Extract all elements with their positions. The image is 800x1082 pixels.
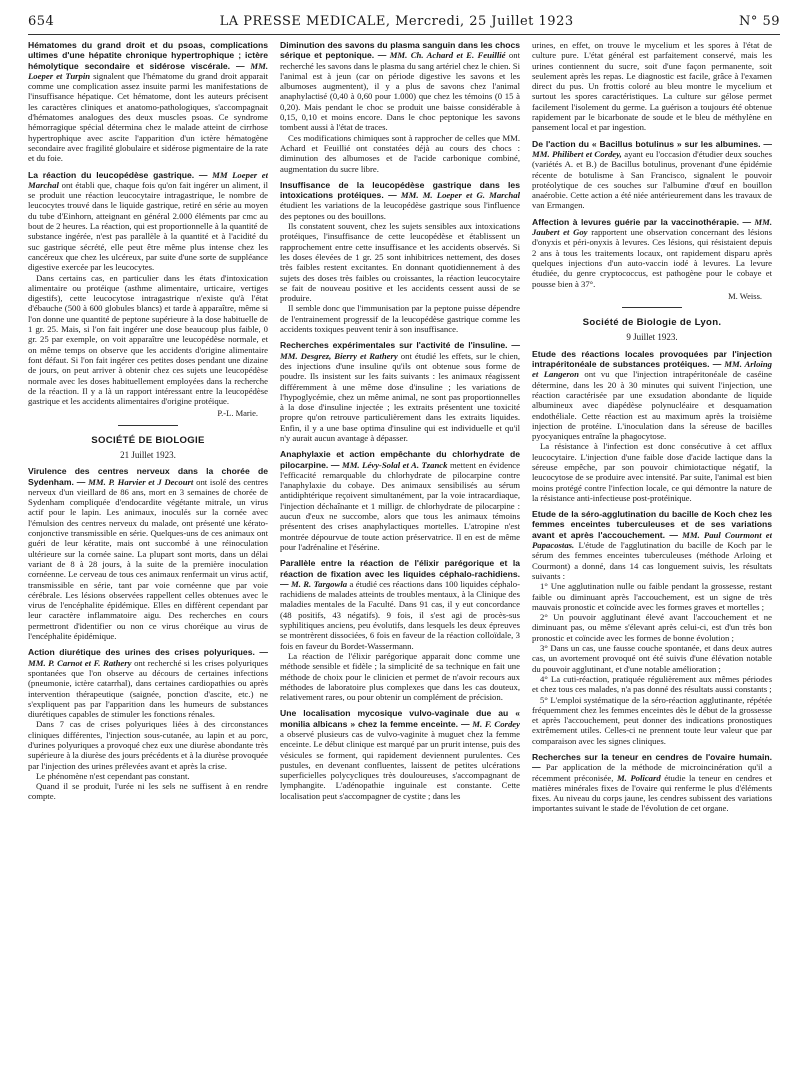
article-paragraph: Le phénomène n'est cependant pas constant. <box>36 770 190 781</box>
article <box>532 349 772 503</box>
article <box>280 40 520 174</box>
article-authors: MM. Arloing et Langeron <box>532 359 772 380</box>
article-title: De l'action du « Bacillus botulinus » sur les albumines. — <box>532 138 772 149</box>
article-title: La réaction du leucopédèse gastrique. — <box>28 169 208 180</box>
article-title: Parallèle entre la réaction de l'élixir parégorique et la réaction de fixation avec les liquides céphalo-rachidiens. — <box>280 558 520 589</box>
article-paragraph: La résistance à l'infection est donc consécutive à cet afflux leucocytaire. L'injection d'une faible dose d'acide lactique dans la séreuse empêche, par son pouvoir chimiotactique négatif, la leucocytose de se produire avec intensité. Par suite, l'animal est bien moins protégé contre l'infection locale, ce qui démontre la nature de la résistance anti-infectieuse post-protéinique. <box>532 441 772 503</box>
article-text: ont étudié les effets, sur le chien, des injections d'une insuline qu'ils ont obtenue sous forme de poudre. Ils insistent sur les faits suivants : les animaux réagissent différemment à une même dose d'insuline ; les variations de l'hypoglycémie, chez un même animal, ne sont pas proportionnelles à la dose d'insuline injectée ; les extraits présentent une toxicité propre qu'on retrouve particulièrement dans les extraits liquides. Enfin, il y a une base optima d'insuline qui est individuelle et qu'il n'y aurait aucun avantage à dépasser. <box>280 350 520 443</box>
article-title: Insuffisance de la leucopédèse gastrique dans les intoxications protéiques. — <box>280 179 520 201</box>
article-authors: MM. Ch. Achard et E. Feuillié <box>389 50 506 61</box>
article-authors: MM Loeper et Marchal <box>28 169 268 190</box>
article <box>532 217 772 301</box>
signature: M. Weiss. <box>728 290 762 301</box>
divider <box>118 425 178 426</box>
column-2 <box>280 40 520 1080</box>
article-authors: M. R. Targowla <box>290 578 348 589</box>
article <box>532 139 772 211</box>
column-1 <box>28 40 268 1080</box>
article <box>280 558 520 702</box>
article <box>532 509 772 746</box>
article-paragraph: 4° La cuti-réaction, pratiquée régulièrement aux mêmes périodes et chez tous ces malades, n'a pas donné des résultats aussi constants ; <box>532 673 772 695</box>
article <box>28 466 268 641</box>
article-text: étudient les variations de la leucopédèse gastrique sous l'influence des peptones ou des bouillons. <box>280 200 520 221</box>
article-paragraph: Dans 7 cas de crises polyuriques liées à des circonstances cliniques différentes, l'injection sous-cutanée, au lapin et au porc, d'urines polyuriques a provoqué chez eux une diurèse abondante très supérieure à la diurèse des jours précédents et à la diurèse provoquée par l'injection des urines prélevées avant et après la crise. <box>28 719 268 771</box>
columns <box>28 40 780 1080</box>
article <box>280 180 520 334</box>
article-authors: M. F. Cordey <box>472 718 520 729</box>
article <box>532 40 772 133</box>
page-number: 654 <box>28 13 55 29</box>
article <box>280 340 520 443</box>
section-title: SOCIÉTÉ DE BIOLOGIE <box>91 434 205 446</box>
article <box>280 708 520 801</box>
article <box>280 449 520 552</box>
article-title: Anaphylaxie et action empêchante du chlorhydrate de pilocarpine. — <box>280 449 520 470</box>
article-authors: MM. P. Harvier et J Decourt <box>88 476 194 487</box>
article-title: Hématomes du grand droit et du psoas, complications ultimes d'une hépatite chronique hypertrophique ; ictère hémolytique secondaire et sidérose viscérale. — <box>28 40 268 71</box>
article-title: Virulence des centres nerveux dans la chorée de Sydenham. — <box>28 466 268 487</box>
article-authors: MM. Philibert et Cordey, <box>532 148 622 159</box>
article-authors: MM. Loeper et Turpin <box>28 60 268 81</box>
article-authors: MM. Paul Courmont et Papacostas. <box>532 529 772 551</box>
article-title: Recherches expérimentales sur l'activité de l'insuline. — <box>280 340 520 351</box>
article-paragraph: Il semble donc que l'immunisation par la peptone puisse dépendre de l'entrainement progressif de la leucopédèse gastrique comme les accidents toxiques peuvent tenir à son insuffisance. <box>280 303 520 335</box>
article-text: ont recherché si les crises polyuriques spontanées que l'on observe au décours de certaines infections (pneumonie, ictère catarrhal), dans certaines cardiopathies ou après intervention thérapeutique (saignée, ponction d'ascite, etc.) ne s'expliquent pas par l'apparition dans les humeurs de substances diurétiques capables de stimuler les fonctions rénales. <box>28 657 268 720</box>
page-header <box>28 10 780 35</box>
article-paragraph: Dans certains cas, en particulier dans les états d'intoxication alimentaire ou protéique (asthme alimentaire, urticaire, vertiges digestifs), cette leucocytose intragastrique n'existe qu'à l'état d'ébauche (500 à 600 globules blancs) et tarde à apparaître, même si l'on donne une quantité de peptone supérieure à la dose habituelle de 1 gr. 25. Mais, si l'on fait ingérer une dose beaucoup plus faible, 0 gr. 25 par exemple, on voit apparaître une leucopédèse normale, et on même temps on observe que les accidents d'origine alimentaire font défaut. Si l'on fait ingérer ces petites doses pendant une dizaine de jours, on peut arriver à obtenir chez ces sujets une leucopédèse normale avec les doses habituellement employées dans la recherche de la réaction. Il y a là un rapport intéressant entre la leucopédèse gastrique et les accidents alimentaires d'origine protéique. <box>28 272 268 407</box>
article-title: Recherches sur la teneur en cendres de l'ovaire humain. — <box>532 752 772 773</box>
article-text: a étudié ces réactions dans 100 liquides céphalo-rachidiens de malades atteints de troubles mentaux, à la Clinique des maladies mentales de la Faculté. Dans 91 cas, il y eut concordance (48 positifs, 43 négatifs). 9 fois, il s'est agi de procès-sus syphilitiques anciens, peu évolutifs, dans lesquels les deux épreuves se montrèrent dissociées, 6 fois en faveur de la réaction colloïdale, 3 fois en faveur du Bordet-Wassermann. <box>280 578 520 651</box>
article-text: ont recherché les savons dans le plasma du sang artériel chez le chien. Si l'animal est à jeun (car on période digestive les savons et les albumoses augmentent), il y a plus de savons chez l'animal anaphylactisé (0,40 à 0,60 pour 1.000) que chez les témoins (0 15 à 0,20). Mais pendant le choc se produit une baisse considérable à 0,15, 0,10 et moins encore. Dans le choc peptonique les savons tombent aussi à l'état de traces. <box>280 50 520 133</box>
divider <box>622 307 682 308</box>
article-title: Etude des réactions locales provoquées par l'injection intrapéritonéale de substances protéiques. — <box>532 348 772 370</box>
article-text: a observé plusieurs cas de vulvo-vaginite à muguet chez la femme enceinte. Le début clinique est marqué par un prurit intense, puis des vésicules se forment, qui rapidement deviennent purulentes. Ces pustules, en devenant confluentes, laissent de petites ulcérations superficielles polycycliques très douloureuses, s'accompagnant de lymphangite. L'adénopathie inguinale est constante. Cette localisation peut s'accompagner de cystite ; dans les <box>280 729 520 801</box>
article-text: signalent que l'hématome du grand droit apparait comme une complication assez insuite parmi les manifestations de l'insuffisance hépatique. Cet hématome, dont les auteurs précisent les caractères cliniques et anatomo-pathologiques, s'accompagnait d'hématomes analogues des deux muscles psoas. Ce syndrome hémorragique spécial détermina chez le malade atteint de cirrhose hypertrophique avec ascite l'apparition d'un ictère hématogène secondaire avec fragilité globulaire et sidérose pigmentaire de la rate et du foie. <box>28 70 268 164</box>
article-paragraph: 2° Un pouvoir agglutinant élevé avant l'accouchement et ne diminuant pas, ou même s'élevant après celui-ci, est d'un très bon pronostic et coïncide avec les formes de bonne évolution ; <box>532 612 772 643</box>
article-title: Action diurétique des urines des crises polyuriques. — <box>28 647 268 658</box>
article-authors: M. Policard <box>616 772 661 783</box>
article-authors: MM. P. Carnot et F. Rathery <box>28 657 132 668</box>
article <box>28 647 268 801</box>
section-date: 21 Juillet 1923. <box>120 449 176 460</box>
article-authors: MM. Lévy-Solal et A. Tzanck <box>341 459 448 470</box>
article-paragraph: La réaction de l'élixir parégorique apparait donc comme une méthode sensible et fidèle ; la simplicité de sa technique en fait une méthode de choix pour le clinicien et permet de n'avoir recours aux méthodes de laboratoire plus complexes que dans les cas douteux, relativement rares, ou pour obtenir un complément de précision. <box>280 650 520 703</box>
section-date: 9 Juillet 1923. <box>626 332 678 343</box>
article-paragraph: 3° Dans un cas, une fausse couche spontanée, et dans deux autres cas, un avortement provoqué ont été suivis d'une élévation notable du pouvoir agglutinant, et d'une notable amélioration ; <box>532 643 772 674</box>
article-title: Diminution des savons du plasma sanguin dans les chocs sérique et peptonique. — <box>280 40 520 61</box>
article-paragraph: 1° Une agglutination nulle ou faible pendant la grossesse, restant faible ou diminuant après l'accouchement, est un signe de très mauvais pronostic et coïncide avec les formes graves et mortelles ; <box>532 581 772 612</box>
journal-title: LA PRESSE MEDICALE, Mercredi, 25 Juillet 1923 <box>219 13 574 29</box>
article <box>28 40 268 164</box>
article-authors: MM. Jaubert et Goy <box>532 216 772 238</box>
article-text: ont établi que, chaque fois qu'on fait ingérer un aliment, il se produit une réaction leucocytaire intragastrique, le nombre de leucocytes trouvé dans le liquide gastrique, retiré en série au moyen du tube d'Einhorn, atteignant en général 2.000 éléments par cmc au bout de 2 heures. La réaction, qui est proportionnelle à la quantité de substance ingérée, n'est pas parallèle à la quantité et à l'acidité du suc gastrique sécrété, elle peut être même plus intense chez les cancéreux que chez les ulcéreux, par suite d'une sorte de suppléance digestive exercée par les leucocytes. <box>28 179 268 273</box>
article-paragraph: 5° L'emploi systématique de la séro-réaction agglutinante, répétée fréquemment chez les femmes enceintes dès le début de la grossesse et après l'accouchement, peut donner des indications pronostiques extrêmement utiles. Celles-ci ne prennent toute leur valeur que par comparaison avec les signes cliniques. <box>532 694 772 746</box>
article <box>532 752 772 814</box>
section-title: Société de Biologie de Lyon. <box>582 317 722 329</box>
article-text: ont vu que l'injection intrapéritonéale de caséine détermine, dans les 20 à 30 minutes qui suivent l'injection, une réaction caractérisée par une exsudation abondante de liquide albumineux avec diapédèse polynucléaire et desquamation endothéliale. Cette réaction est au maximum après la troisième injection de protéine. L'inoculation dans la séreuse de bacilles pyocyaniques entraîne la phagocytose. <box>532 369 772 442</box>
article-text: Par application de la méthode de microincinération qu'il a récemment préconisée, <box>532 762 772 783</box>
article-text: L'étude de l'agglutination du bacille de Koch par le sérum des femmes enceintes tuberculeuses (méthode Arloing et Courmont) a donné, dans 14 cas longuement suivis, les résultats suivants : <box>532 540 772 581</box>
article-text: ont isolé des centres nerveux d'un vieillard de 86 ans, mort en 3 semaines de chorée de Sydenham compliquée d'endocardite végétante mitrale, un virus actif pour le lapin. Les animaux, inoculés sur la cornée avec l'émulsion des centres nerveux du malade, ont présenté une kérato-conjonctive transmissible en série. Quelques-uns de ces animaux ont guéri de leur kératite, mais ont succombé à une réinoculation ultérieure sur la cornée saine. La plupart sont morts, dans un délai variant de 8 à 28 jours, à la suite de la première inoculation cornéenne. Le cerveau de tous ces animaux renfermait un virus actif, transmissible en série, tant par voie cornéenne que par voie cérébrale. Les lésions observées rappellent celles obtenues avec le virus de l'encéphalite épidémique. Elles en diffèrent cependant par leur caractère inflammatoire aigu. Des recherches en cours permettront d'identifier ou non ce virus choréique au virus de l'encéphalite épidémique. <box>28 476 268 642</box>
column-3 <box>532 40 772 1080</box>
article-text: rapportent une observation concernant des lésions d'onyxis et péri-onyxis à levures. Ces lésions, qui résistaient depuis 2 ans à tous les traitements locaux, ont rapidement disparu après quelques injections d'un auto-vaccin iodé à levures. La levure étudiée, du genre cryptococcus, est pathogène pour le cobaye et pousse bien à 37°. <box>532 227 772 289</box>
signature: P.-L. Marie. <box>217 408 258 419</box>
issue-number: N° 59 <box>738 13 780 29</box>
article-text: mettent en évidence l'efficacité remarquable du chlorhydrate de pilocarpine contre l'anaphylaxie du cobaye. Des animaux sensibilisés au sérum antidiphtérique reçoivent simultanément, par la voie intracardiaque, l'injection déchaînante et 1 milligr. de chlorhydrate de pilocarpine : aucun d'eux ne succombe, alors que tous les animaux témoins présentent des crises anaphylactiques mortelles. L'atropine n'est montrée dépourvue de toute action préservatrice. Il en est de même pour l'adrénaline et l'ésérine. <box>280 459 520 552</box>
article-title: Etude de la séro-agglutination du bacille de Koch chez les femmes enceintes tuberculeuses et de ses variations avant et après l'accouchement. — <box>532 509 772 540</box>
article-paragraph: Ces modifications chimiques sont à rapprocher de celles que MM. Achard et Feuillié ont constatées déjà au cours des chocs : diminution des albumoses et de l'acide carbonique combiné, augmentation du sucre libre. <box>280 132 520 174</box>
article-text: ayant eu l'occasion d'étudier deux souches (variétés A. et B.) de Bacillus botulinus, provenant d'une épidémie récente de botulisme à San Francisco, signalent le pouvoir protéolytique de ces souches sur l'albumine d'œuf en bouillon anaérobie. Cette action a été niée antérieurement dans les travaux de van Ermangen. <box>532 148 772 211</box>
article-paragraph: Quand il se produit, l'urée ni les sels ne suffisent à en rendre compte. <box>28 781 268 802</box>
article-title: Affection à levures guérie par la vaccinothérapie. — <box>532 216 752 227</box>
article <box>28 170 268 419</box>
article-title: Une localisation mycosique vulvo-vaginale due au « monilia albicans » chez la femme enceinte. — <box>280 708 520 729</box>
article-text: étudie la teneur en cendres et matières minérales fixes de l'ovaire qui renferme le plus d'éléments fixes. Au niveau du corps jaune, les cendres subissent des variations importantes suivant le stade de l'évolution de cet organe. <box>532 772 772 814</box>
article-authors: MM. M. Loeper et G. Marchal <box>400 190 520 201</box>
article-authors: MM. Desgrez, Bierry et Rathery <box>280 350 398 361</box>
article-paragraph: Ils constatent souvent, chez les sujets sensibles aux intoxications protéiques, l'insuffisance de cette leucopédèse et établissent un rapprochement entre cette insuffisance et les accidents observés. Si les doses élevées de 1 gr. 25 sont inhibitrices nettement, des doses très faibles restent excitantes. En donnant quotidiennement à des sujets des doses très faibles ou croissantes, la réaction leucocytaire se fait de nouveau positive et les accidents cessent aussi de se produire. <box>280 221 520 304</box>
article-text: urines, en effet, on trouve le mycelium et les spores à l'état de culture pure. L'état général est parfaitement conservé, mais les urines contiennent du sucre, soit d'une façon permanente, soit seulement après les repas. Le diagnostic est facile, grâce à l'examen direct du pus. Un frottis coloré au bleu montre le mycelium et surtout les spores caractéristiques. La culture sur gélose permet facilement l'isolement du germe. La guérison a toujours été obtenue rapidement par le bicarbonate de soude et le bleu de méthylène en pansement local et par ingestion. <box>532 40 772 133</box>
